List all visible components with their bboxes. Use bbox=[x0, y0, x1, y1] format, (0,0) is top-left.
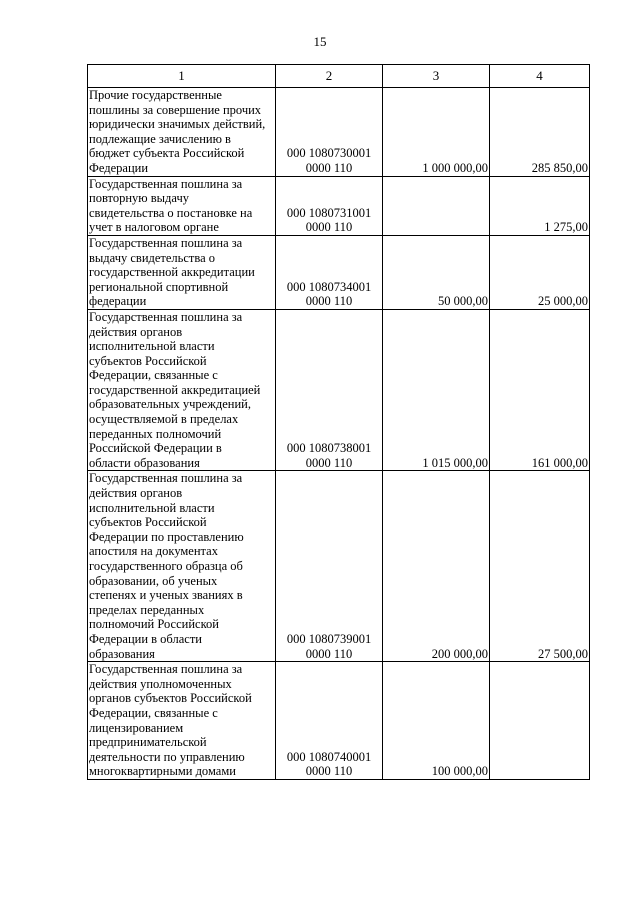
plan-amount-cell: 50 000,00 bbox=[383, 235, 490, 309]
actual-amount-cell bbox=[490, 662, 590, 780]
table-row bbox=[88, 662, 590, 780]
actual-amount-cell: 285 850,00 bbox=[490, 88, 590, 177]
table-header-row bbox=[88, 65, 590, 88]
table-row bbox=[88, 471, 590, 662]
column-header-4: 4 bbox=[490, 65, 590, 88]
table-row bbox=[88, 88, 590, 177]
revenue-table bbox=[87, 64, 590, 780]
table-row bbox=[88, 309, 590, 471]
plan-amount-cell: 200 000,00 bbox=[383, 471, 490, 662]
page-number: 15 bbox=[313, 34, 327, 49]
plan-amount-cell: 100 000,00 bbox=[383, 662, 490, 780]
revenue-name-cell: Государственная пошлина за действия органов исполнительной власти субъектов Российской Федерации, связанные с государственной аккредитацией образовательных учреждений, осуществляемой в пределах переданных полномочий Российской Федерации в области образования bbox=[88, 309, 276, 471]
budget-code-cell: 000 1080731001 0000 110 bbox=[276, 176, 383, 235]
budget-code-cell: 000 1080739001 0000 110 bbox=[276, 471, 383, 662]
budget-code-cell: 000 1080730001 0000 110 bbox=[276, 88, 383, 177]
plan-amount-cell bbox=[383, 176, 490, 235]
actual-amount-cell: 25 000,00 bbox=[490, 235, 590, 309]
actual-amount-cell: 161 000,00 bbox=[490, 309, 590, 471]
revenue-name-cell: Государственная пошлина за повторную выдачу свидетельства о постановке на учет в налоговом органе bbox=[88, 176, 276, 235]
revenue-name-cell: Прочие государственные пошлины за совершение прочих юридически значимых действий, подлежащие зачислению в бюджет субъекта Российской Федерации bbox=[88, 88, 276, 177]
budget-code-cell: 000 1080740001 0000 110 bbox=[276, 662, 383, 780]
revenue-name-cell: Государственная пошлина за действия органов исполнительной власти субъектов Российской Федерации по проставлению апостиля на документах государственного образца об образовании, об ученых степенях и ученых званиях в пределах переданных полномочий Российской Федерации в области образования bbox=[88, 471, 276, 662]
table-row bbox=[88, 176, 590, 235]
table-row bbox=[88, 235, 590, 309]
actual-amount-cell: 1 275,00 bbox=[490, 176, 590, 235]
revenue-name-cell: Государственная пошлина за действия уполномоченных органов субъектов Российской Федерации, связанные с лицензированием предпринимательской деятельности по управлению многоквартирными домами bbox=[88, 662, 276, 780]
budget-code-cell: 000 1080734001 0000 110 bbox=[276, 235, 383, 309]
plan-amount-cell: 1 015 000,00 bbox=[383, 309, 490, 471]
column-header-1: 1 bbox=[88, 65, 276, 88]
revenue-name-cell: Государственная пошлина за выдачу свидетельства о государственной аккредитации региональной спортивной федерации bbox=[88, 235, 276, 309]
budget-code-cell: 000 1080738001 0000 110 bbox=[276, 309, 383, 471]
column-header-2: 2 bbox=[276, 65, 383, 88]
column-header-3: 3 bbox=[383, 65, 490, 88]
actual-amount-cell: 27 500,00 bbox=[490, 471, 590, 662]
plan-amount-cell: 1 000 000,00 bbox=[383, 88, 490, 177]
